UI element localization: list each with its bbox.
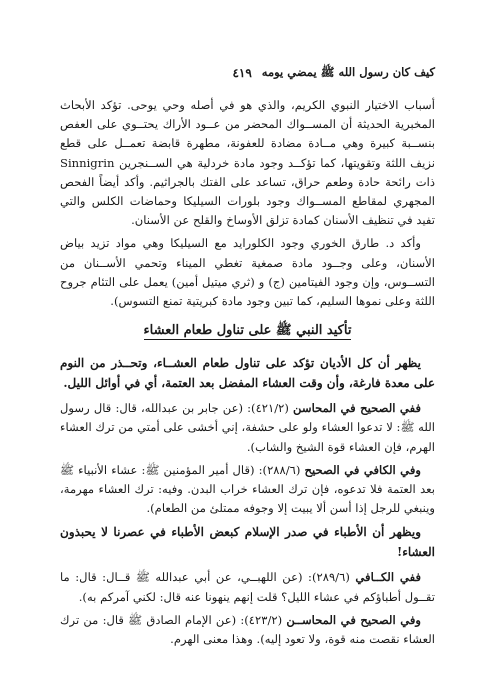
bold-statement: ويظهر أن الأطباء في صدر الإسلام كبعض الأطباء في عصرنا لا يحبذون العشاء! bbox=[60, 525, 435, 560]
page-header bbox=[62, 64, 435, 82]
page-body bbox=[60, 96, 435, 653]
paragraph-1: أسباب الاختيار النبوي الكريم، والذي هو في أصله وحي يوحى. تؤكد الأبحاث المخبرية الحديثة أن المســواك المحضر من عــود الأراك يحتــوي على العفص بنســبة كبيرة وهي مــادة مضادة للعفونة، مطهرة قابضة تعمــل على قطع نزيف اللثة وتقويتها، كما تؤكــد وجود مادة خردلية هي الســنجرين Sinnigrin ذات رائحة حادة وطعم حراق، تساعد على الفتك بالجراثيم. وأكد أيضاً الفحص المجهري لمقاطع المســواك وجود بلورات السيليكا وحماضات الكلس والتي تفيد في تنظيف الأسنان كمادة تزلق الأوساخ والقلح عن الأسنان. bbox=[60, 98, 435, 228]
hadith-source-4: وفي الصحيح في المحاســن bbox=[286, 612, 421, 627]
hadith-source-3: ففي الكــافي bbox=[355, 570, 421, 585]
hadith-text-3: (٢٨٩/٦): (عن اللهبــي، عن أبي عبدالله ﷺ قــال: قال: ما تقــول أطباؤكم في عشاء الليل؟ قلت إنهم ينهونا عنه قال: لكني آمركم به). bbox=[60, 570, 435, 604]
paragraph-2: وأكد د. طارق الخوري وجود الكلورايد مع السيليكا وهي مواد تزيد بياض الأسنان، وعلى وجــود مادة صمغية تغطي الميناء وتحمي الأســنان من التســوس، وإن وجود الفيتامين (ج) و (ثري ميتيل أمين) يعمل على التئام جروح اللثة وعلى نموها السليم، كما تبين وجود مادة كبريتية تمنع التسوس). bbox=[60, 236, 435, 309]
hadith-paragraph-4 bbox=[60, 611, 435, 649]
section-heading bbox=[60, 321, 435, 341]
hadith-paragraph-2 bbox=[60, 461, 435, 519]
hadith-source-1: ففي الصحيح في المحاسن bbox=[293, 401, 421, 416]
section-heading-text: تأكيد النبي ﷺ على تناول طعام العشاء bbox=[143, 323, 352, 339]
hadith-text-4: (٤٢٣/٢): (عن الإمام الصادق ﷺ قال: من ترك العشاء نقصت منه قوة، ولا تعود إليه). وهذا معنى الهرم. bbox=[60, 612, 435, 647]
hadith-text-2: (٢٨٨/٦): (قال أمير المؤمنين ﷺ: عشاء الأنبياء ﷺ بعد العتمة فلا تدعوه، فإن ترك العشاء خراب البدن. وفيه: ترك العشاء مهرمة، وينبغي للرجل إذا أسن ألا يبيت إلا وجوفه ممتلئ من الطعام). bbox=[60, 462, 435, 516]
hadith-paragraph-1 bbox=[60, 399, 435, 457]
hadith-source-2: وفي الكافي في الصحيح bbox=[304, 462, 421, 477]
intro-bold-paragraph: يظهر أن كل الأديان تؤكد على تناول طعام العشــاء، وتحــذر من النوم على معدة فارغة، وأن وقت العشاء المفضل بعد العتمة، أي في أوائل الليل. bbox=[60, 356, 435, 391]
page-number: ٤١٩ bbox=[232, 66, 252, 80]
hadith-paragraph-3 bbox=[60, 568, 435, 606]
hadith-text-1: (٤٢١/٢): (عن جابر بن عبدالله، قال: قال رسول الله ﷺ: لا تدعوا العشاء ولو على حشفة، إني أخشى على أمتي من ترك العشاء الهرم، فإن العشاء قوة الشيخ والشاب). bbox=[60, 401, 435, 454]
running-title: كيف كان رسول الله ﷺ يمضي يومه bbox=[261, 64, 435, 79]
